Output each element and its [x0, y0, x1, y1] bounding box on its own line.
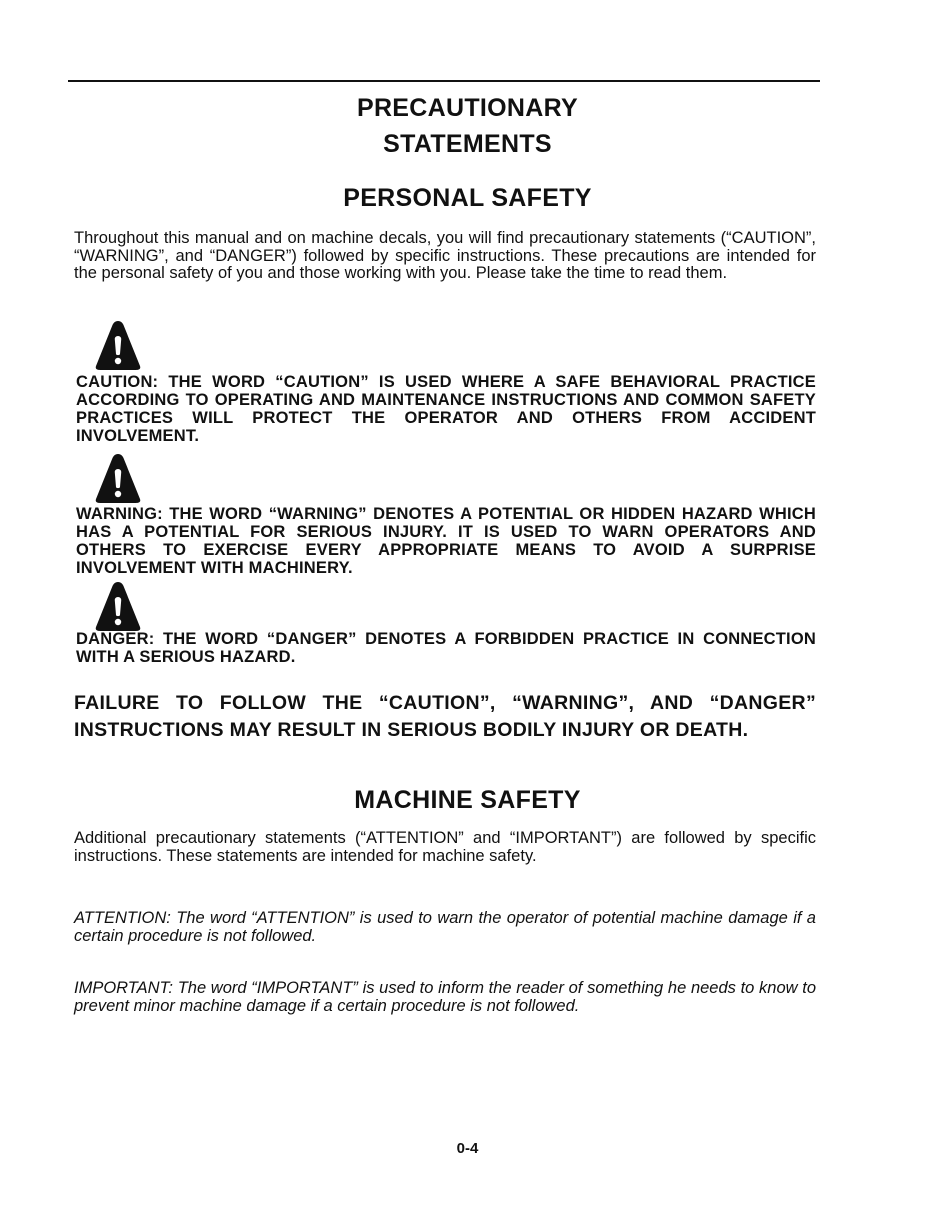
caution-statement: CAUTION: THE WORD “CAUTION” IS USED WHERE A SAFE BEHAVIORAL PRACTICE ACCORDING TO OPERATING AND MAINTENANCE INSTRUCTIONS AND COMMON SAFETY PRACTICES WILL PROTECT THE OPERATOR AND OTHERS FROM ACCIDENT INVOLVEMENT. — [76, 373, 816, 445]
page-title — [0, 90, 935, 162]
warning-statement: WARNING: THE WORD “WARNING” DENOTES A POTENTIAL OR HIDDEN HAZARD WHICH HAS A POTENTIAL FOR SERIOUS INJURY. IT IS USED TO WARN OPERATORS AND OTHERS TO EXERCISE EVERY APPROPRIATE MEANS TO AVOID A SURPRISE INVOLVEMENT WITH MACHINERY. — [76, 505, 816, 577]
title-line-2: STATEMENTS — [383, 130, 552, 158]
personal-safety-intro: Throughout this manual and on machine decals, you will find precautionary statements (“CAUTION”, “WARNING”, and “DANGER”) followed by specific instructions. These precautions are intended for the personal safety of you and those working with you. Please take the time to read them. — [74, 229, 816, 282]
safety-alert-triangle-icon — [94, 452, 142, 504]
important-statement: IMPORTANT: The word “IMPORTANT” is used to inform the reader of something he needs to know to prevent minor machine damage if a certain procedure is not followed. — [74, 979, 816, 1015]
machine-safety-heading: MACHINE SAFETY — [354, 786, 581, 814]
machine-safety-intro: Additional precautionary statements (“ATTENTION” and “IMPORTANT”) are followed by specific instructions. These statements are intended for machine safety. — [74, 829, 816, 865]
failure-notice: FAILURE TO FOLLOW THE “CAUTION”, “WARNING”, AND “DANGER” INSTRUCTIONS MAY RESULT IN SERIOUS BODILY INJURY OR DEATH. — [74, 692, 816, 741]
personal-safety-heading: PERSONAL SAFETY — [343, 184, 592, 212]
safety-alert-triangle-icon — [94, 580, 142, 632]
attention-statement: ATTENTION: The word “ATTENTION” is used to warn the operator of potential machine damage if a certain procedure is not followed. — [74, 909, 816, 945]
title-line-1: PRECAUTIONARY — [356, 94, 579, 122]
safety-alert-triangle-icon — [94, 319, 142, 371]
danger-statement: DANGER: THE WORD “DANGER” DENOTES A FORBIDDEN PRACTICE IN CONNECTION WITH A SERIOUS HAZARD. — [76, 630, 816, 666]
top-rule — [68, 80, 820, 82]
page-number: 0-4 — [456, 1140, 479, 1157]
